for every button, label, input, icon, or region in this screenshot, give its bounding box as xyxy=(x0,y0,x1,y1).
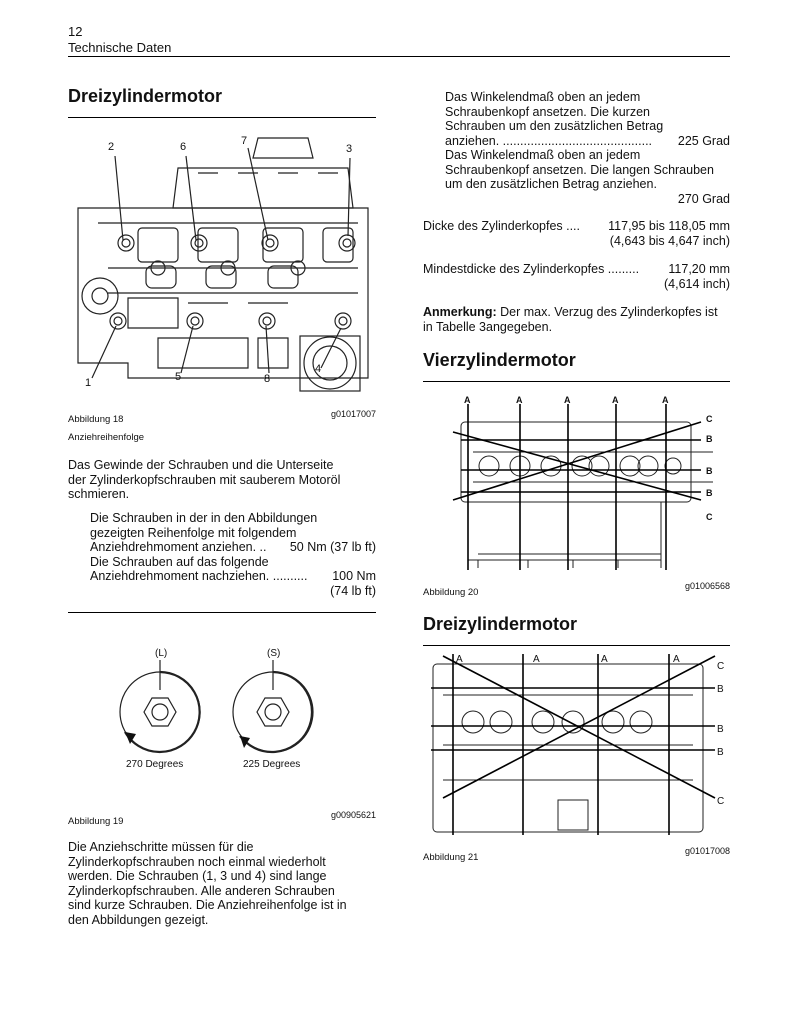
marker-a-1: A xyxy=(456,654,463,665)
label-short-bolt: (S) xyxy=(267,648,281,659)
marker-b-2: B xyxy=(717,724,724,735)
marker-a-4: A xyxy=(673,654,680,665)
section-heading-four-cylinder: Vierzylindermotor xyxy=(423,350,576,370)
marker-c-1: C xyxy=(706,414,713,424)
marker-c-1: C xyxy=(717,661,725,672)
bolt-label-6: 6 xyxy=(180,141,187,153)
marker-b-1: B xyxy=(717,684,724,695)
bolt-label-4: 4 xyxy=(315,363,322,375)
angle-step-short: Das Winkelendmaß oben an jedem Schraubenkopf ansetzen. Die kurzen Schrauben um den zusätzlichen Betrag anziehen. ........................................... 225 Grad Das Winkelendmaß oben an jedem Schraubenkopf ansetzen. Die langen Schrauben um den zusätzlichen Betrag anziehen. 270 Grad xyxy=(445,90,730,206)
marker-c-2: C xyxy=(706,512,713,522)
marker-a-2: A xyxy=(533,654,540,665)
page-number: 12 xyxy=(68,24,83,39)
marker-b-1: B xyxy=(706,434,713,444)
section-rule-2 xyxy=(68,612,376,613)
instruction-paragraph-oil: Das Gewinde der Schrauben und die Unterseite der Zylinderkopfschrauben mit sauberem Motoröl schmieren. xyxy=(68,458,341,501)
figure-20-code: g01006568 xyxy=(684,581,730,591)
marker-b-2: B xyxy=(706,466,713,476)
marker-a-2: A xyxy=(516,395,523,405)
figure-21-caption: Abbildung 21 xyxy=(423,852,479,863)
engine-tightening-sequence-figure xyxy=(68,128,378,408)
marker-a-5: A xyxy=(662,395,669,405)
marker-b-3: B xyxy=(717,747,724,758)
label-long-bolt: (L) xyxy=(155,648,168,659)
section-rule-4 xyxy=(423,645,730,646)
section-rule xyxy=(68,117,376,118)
marker-b-3: B xyxy=(706,488,713,498)
bolt-label-2: 2 xyxy=(108,141,115,153)
bolt-label-8: 8 xyxy=(264,373,271,385)
running-header: Technische Daten xyxy=(68,40,172,55)
note-paragraph: Anmerkung: Der max. Verzug des Zylinderkopfes ist in Tabelle 3angegeben. xyxy=(423,305,718,334)
bolt-label-1: 1 xyxy=(85,377,92,389)
section-heading-three-cylinder-2: Dreizylindermotor xyxy=(423,614,578,634)
instruction-paragraph-repeat: Die Anziehschritte müssen für die Zylinderkopfschrauben noch einmal wiederholt werden. Die Schrauben (1, 3 und 4) sind lange Zylinderkopfschrauben. Alle anderen Schrauben sind kurze Schrauben. Die Anziehreihenfolge ist in den Abbildungen gezeigt. xyxy=(68,840,347,927)
bolt-label-5: 5 xyxy=(175,371,182,383)
bolt-label-3: 3 xyxy=(346,143,353,155)
degrees-225-label: 225 Degrees xyxy=(243,759,301,770)
angle-value-225: 225 Grad xyxy=(677,133,730,148)
figure-18-code: g01017007 xyxy=(330,409,376,419)
three-cylinder-flatness-figure xyxy=(423,650,730,840)
torque-value-2: 100 Nm xyxy=(332,569,376,583)
bolt-label-7: 7 xyxy=(241,135,248,147)
four-cylinder-flatness-figure xyxy=(423,392,730,582)
section-heading-three-cylinder: Dreizylindermotor xyxy=(68,86,223,106)
figure-18-caption: Abbildung 18 xyxy=(68,414,124,425)
angle-value-270: 270 Grad xyxy=(677,191,730,206)
min-thickness-spec: Mindestdicke des Zylinderkopfes ......... 117,20 mm (4,614 inch) xyxy=(423,262,730,291)
header-rule xyxy=(68,56,730,57)
section-rule-3 xyxy=(423,381,730,382)
figure-19-code: g00905621 xyxy=(330,810,376,820)
torque-value-1: 50 Nm (37 lb ft) xyxy=(289,540,376,554)
marker-a-1: A xyxy=(464,395,471,405)
degrees-270-label: 270 Degrees xyxy=(126,759,184,770)
figure-19-caption: Abbildung 19 xyxy=(68,816,124,827)
marker-a-3: A xyxy=(564,395,571,405)
figure-20-caption: Abbildung 20 xyxy=(423,587,479,598)
head-thickness-spec: Dicke des Zylinderkopfes .... 117,95 bis 118,05 mm (4,643 bis 4,647 inch) xyxy=(423,219,730,248)
marker-a-3: A xyxy=(601,654,608,665)
marker-a-4: A xyxy=(612,395,619,405)
marker-c-2: C xyxy=(717,796,725,807)
torque-angle-figure xyxy=(68,640,378,780)
torque-step-1: Die Schrauben in der in den Abbildungen gezeigten Reihenfolge mit folgendem Anziehdrehmoment anziehen. .. 50 Nm (37 lb ft) Die Schrauben auf das folgende Anziehdrehmoment nachziehen. .......... 100 Nm (74 lb ft) xyxy=(90,511,376,598)
figure-18-subcaption: Anziehreihenfolge xyxy=(68,432,145,443)
figure-21-code: g01017008 xyxy=(684,846,730,856)
